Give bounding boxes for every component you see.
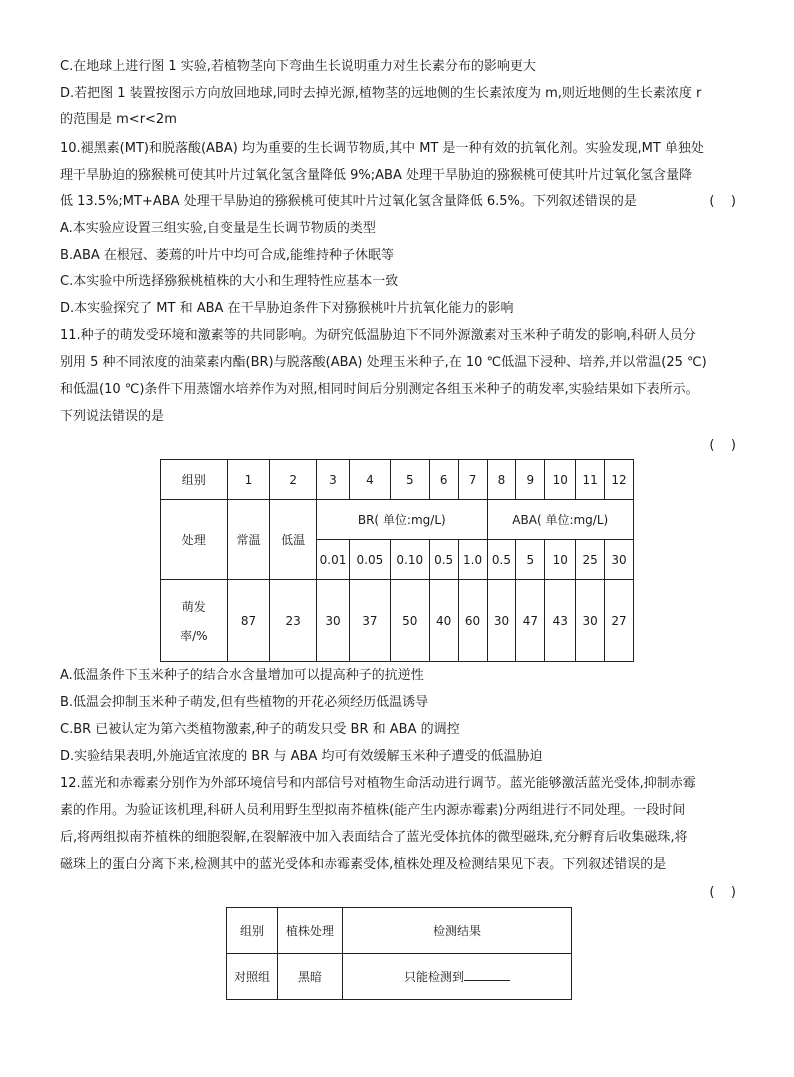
q11-stem-1: 11.种子的萌发受环境和激素等的共同影响。为研究低温胁迫下不同外源激素对玉米种子萌发的影响,科研人员分 — [60, 328, 696, 343]
q10-stem-1: 10.褪黑素(MT)和脱落酸(ABA) 均为重要的生长调节物质,其中 MT 是一种有效的抗氧化剂。实验发现,MT 单独处 — [60, 141, 704, 156]
group-number: 7 — [458, 460, 487, 500]
q10-option-a: A.本实验应设置三组实验,自变量是生长调节物质的类型 — [60, 221, 376, 236]
dark-treatment-cell: 黑暗 — [278, 954, 343, 1000]
group-number: 12 — [605, 460, 634, 500]
q12-stem-1: 12.蓝光和赤霉素分别作为外部环境信号和内部信号对植物生命活动进行调节。蓝光能够激活蓝光受体,抑制赤霉 — [60, 776, 696, 791]
br-concentration: 0.5 — [429, 540, 458, 580]
group-number: 5 — [390, 460, 429, 500]
germination-table — [160, 459, 634, 662]
aba-concentration: 5 — [516, 540, 545, 580]
q10-answer-paren: ( ) — [709, 194, 736, 209]
rate-value: 50 — [390, 580, 429, 662]
rate-label-line-2: 率/% — [180, 628, 208, 643]
br-header: BR( 单位:mg/L) — [317, 500, 487, 540]
treatment-label: 处理 — [161, 500, 228, 580]
group-number: 4 — [349, 460, 390, 500]
header-result: 检测结果 — [343, 908, 572, 954]
aba-header: ABA( 单位:mg/L) — [487, 500, 633, 540]
result-text: 只能检测到 — [403, 970, 464, 984]
rate-value: 43 — [545, 580, 576, 662]
rate-value: 27 — [605, 580, 634, 662]
q11-answer-paren: ( ) — [709, 438, 736, 453]
q11-option-b: B.低温会抑制玉米种子萌发,但有些植物的开花必须经历低温诱导 — [60, 695, 429, 710]
answer-blank[interactable] — [464, 968, 510, 981]
group-number: 8 — [487, 460, 516, 500]
rate-value: 60 — [458, 580, 487, 662]
q12-stem-3: 后,将两组拟南芥植株的细胞裂解,在裂解液中加入表面结合了蓝光受体抗体的微型磁珠,充分孵育后收集磁珠,将 — [60, 830, 688, 845]
rate-value: 47 — [516, 580, 545, 662]
germination-rate-label — [161, 580, 228, 662]
aba-concentration: 10 — [545, 540, 576, 580]
rate-value: 30 — [576, 580, 605, 662]
rate-value: 23 — [270, 580, 317, 662]
header-group: 组别 — [227, 908, 278, 954]
aba-concentration: 25 — [576, 540, 605, 580]
aba-concentration: 0.5 — [487, 540, 516, 580]
br-concentration: 0.05 — [349, 540, 390, 580]
group-number: 10 — [545, 460, 576, 500]
q12-stem-2: 素的作用。为验证该机理,科研人员利用野生型拟南芥植株(能产生内源赤霉素)分两组进行不同处理。一段时间 — [60, 803, 686, 818]
table-row — [161, 500, 634, 540]
br-concentration: 0.10 — [390, 540, 429, 580]
q11-option-a: A.低温条件下玉米种子的结合水含量增加可以提高种子的抗逆性 — [60, 668, 424, 683]
q10-option-c: C.本实验中所选择猕猴桃植株的大小和生理特性应基本一致 — [60, 274, 399, 289]
option-d-q9: D.若把图 1 装置按图示方向放回地球,同时去掉光源,植物茎的远地侧的生长素浓度为 m,则近地侧的生长素浓度 r — [60, 86, 702, 101]
group-number: 9 — [516, 460, 545, 500]
detection-table — [226, 907, 572, 1000]
group-number: 11 — [576, 460, 605, 500]
q12-answer-paren: ( ) — [709, 885, 736, 900]
q10-option-d: D.本实验探究了 MT 和 ABA 在干旱胁迫条件下对猕猴桃叶片抗氧化能力的影响 — [60, 301, 514, 316]
q11-stem-3: 和低温(10 ℃)条件下用蒸馏水培养作为对照,相同时间后分别测定各组玉米种子的萌发率,实验结果如下表所示。 — [60, 382, 699, 397]
br-concentration: 0.01 — [317, 540, 350, 580]
q10-option-b: B.ABA 在根冠、萎蔫的叶片中均可合成,能维持种子休眠等 — [60, 248, 395, 263]
q11-stem-2: 别用 5 种不同浓度的油菜素内酯(BR)与脱落酸(ABA) 处理玉米种子,在 10 ℃低温下浸种、培养,并以常温(25 ℃) — [60, 355, 707, 370]
header-treatment: 植株处理 — [278, 908, 343, 954]
q11-stem-4: 下列说法错误的是 — [60, 409, 165, 424]
low-temp-cell: 低温 — [270, 500, 317, 580]
br-concentration: 1.0 — [458, 540, 487, 580]
option-d-q9-cont: 的范围是 m<r<2m — [60, 112, 177, 127]
group-number: 3 — [317, 460, 350, 500]
table-row — [161, 460, 634, 500]
q11-option-c: C.BR 已被认定为第六类植物激素,种子的萌发只受 BR 和 ABA 的调控 — [60, 722, 460, 737]
rate-label-line-1: 萌发 — [181, 599, 206, 614]
rate-value: 30 — [487, 580, 516, 662]
q10-stem-2: 理干旱胁迫的猕猴桃可使其叶片过氧化氢含量降低 9%;ABA 处理干旱胁迫的猕猴桃可使其叶片过氧化氢含量降 — [60, 168, 692, 183]
table-row — [227, 908, 572, 954]
group-number: 1 — [227, 460, 270, 500]
group-number: 6 — [429, 460, 458, 500]
rate-value: 37 — [349, 580, 390, 662]
q12-stem-4: 磁珠上的蛋白分离下来,检测其中的蓝光受体和赤霉素受体,植株处理及检测结果见下表。下列叙述错误的是 — [60, 857, 667, 872]
aba-concentration: 30 — [605, 540, 634, 580]
control-group-cell: 对照组 — [227, 954, 278, 1000]
group-number: 2 — [270, 460, 317, 500]
table-row — [161, 580, 634, 662]
rate-value: 30 — [317, 580, 350, 662]
normal-temp-cell: 常温 — [227, 500, 270, 580]
result-cell — [343, 954, 572, 1000]
table-row — [227, 954, 572, 1000]
rate-value: 40 — [429, 580, 458, 662]
rate-value: 87 — [227, 580, 270, 662]
option-c-q9: C.在地球上进行图 1 实验,若植物茎向下弯曲生长说明重力对生长素分布的影响更大 — [60, 59, 536, 74]
group-label: 组别 — [161, 460, 228, 500]
q10-stem-3: 低 13.5%;MT+ABA 处理干旱胁迫的猕猴桃可使其叶片过氧化氢含量降低 6.5%。下列叙述错误的是 — [60, 194, 637, 209]
q11-option-d: D.实验结果表明,外施适宜浓度的 BR 与 ABA 均可有效缓解玉米种子遭受的低温胁迫 — [60, 749, 543, 764]
